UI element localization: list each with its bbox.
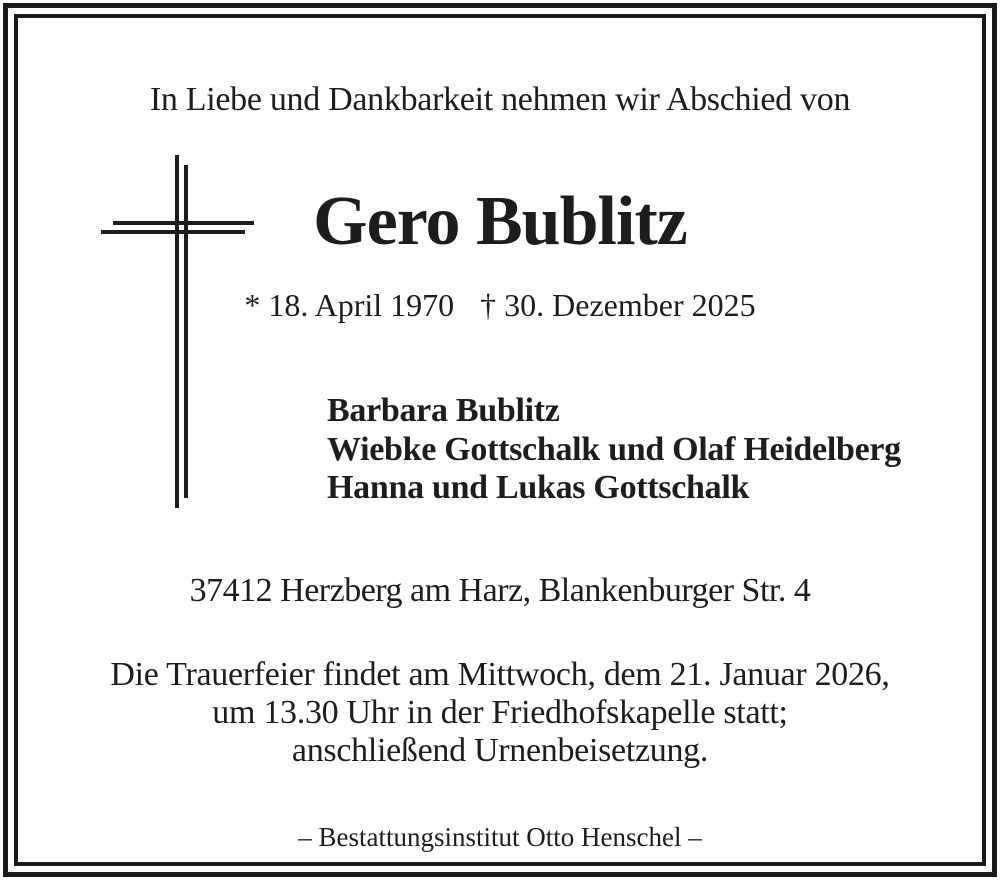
- mourner-line: Hanna und Lukas Gottschalk: [327, 469, 750, 506]
- mourners-list: [327, 392, 901, 508]
- deceased-name: Gero Bublitz: [313, 183, 687, 260]
- intro-text: In Liebe und Dankbarkeit nehmen wir Abschied von: [149, 81, 851, 118]
- funeral-line: Die Trauerfeier findet am Mittwoch, dem 21. Januar 2026,: [110, 656, 890, 693]
- life-dates: [0, 287, 1000, 323]
- funeral-info: [30, 656, 970, 770]
- undertaker-line: – Bestattungsinstitut Otto Henschel –: [298, 822, 702, 852]
- funeral-line: um 13.30 Uhr in der Friedhofskapelle statt;: [212, 694, 788, 731]
- funeral-line: anschließend Urnenbeisetzung.: [291, 732, 709, 769]
- death-date: † 30. Dezember 2025: [480, 287, 756, 323]
- mourner-line: Barbara Bublitz: [327, 392, 560, 429]
- mourner-line: Wiebke Gottschalk und Olaf Heidelberg: [327, 430, 901, 468]
- birth-date: * 18. April 1970: [244, 287, 455, 323]
- address-line: 37412 Herzberg am Harz, Blankenburger Str. 4: [189, 572, 811, 609]
